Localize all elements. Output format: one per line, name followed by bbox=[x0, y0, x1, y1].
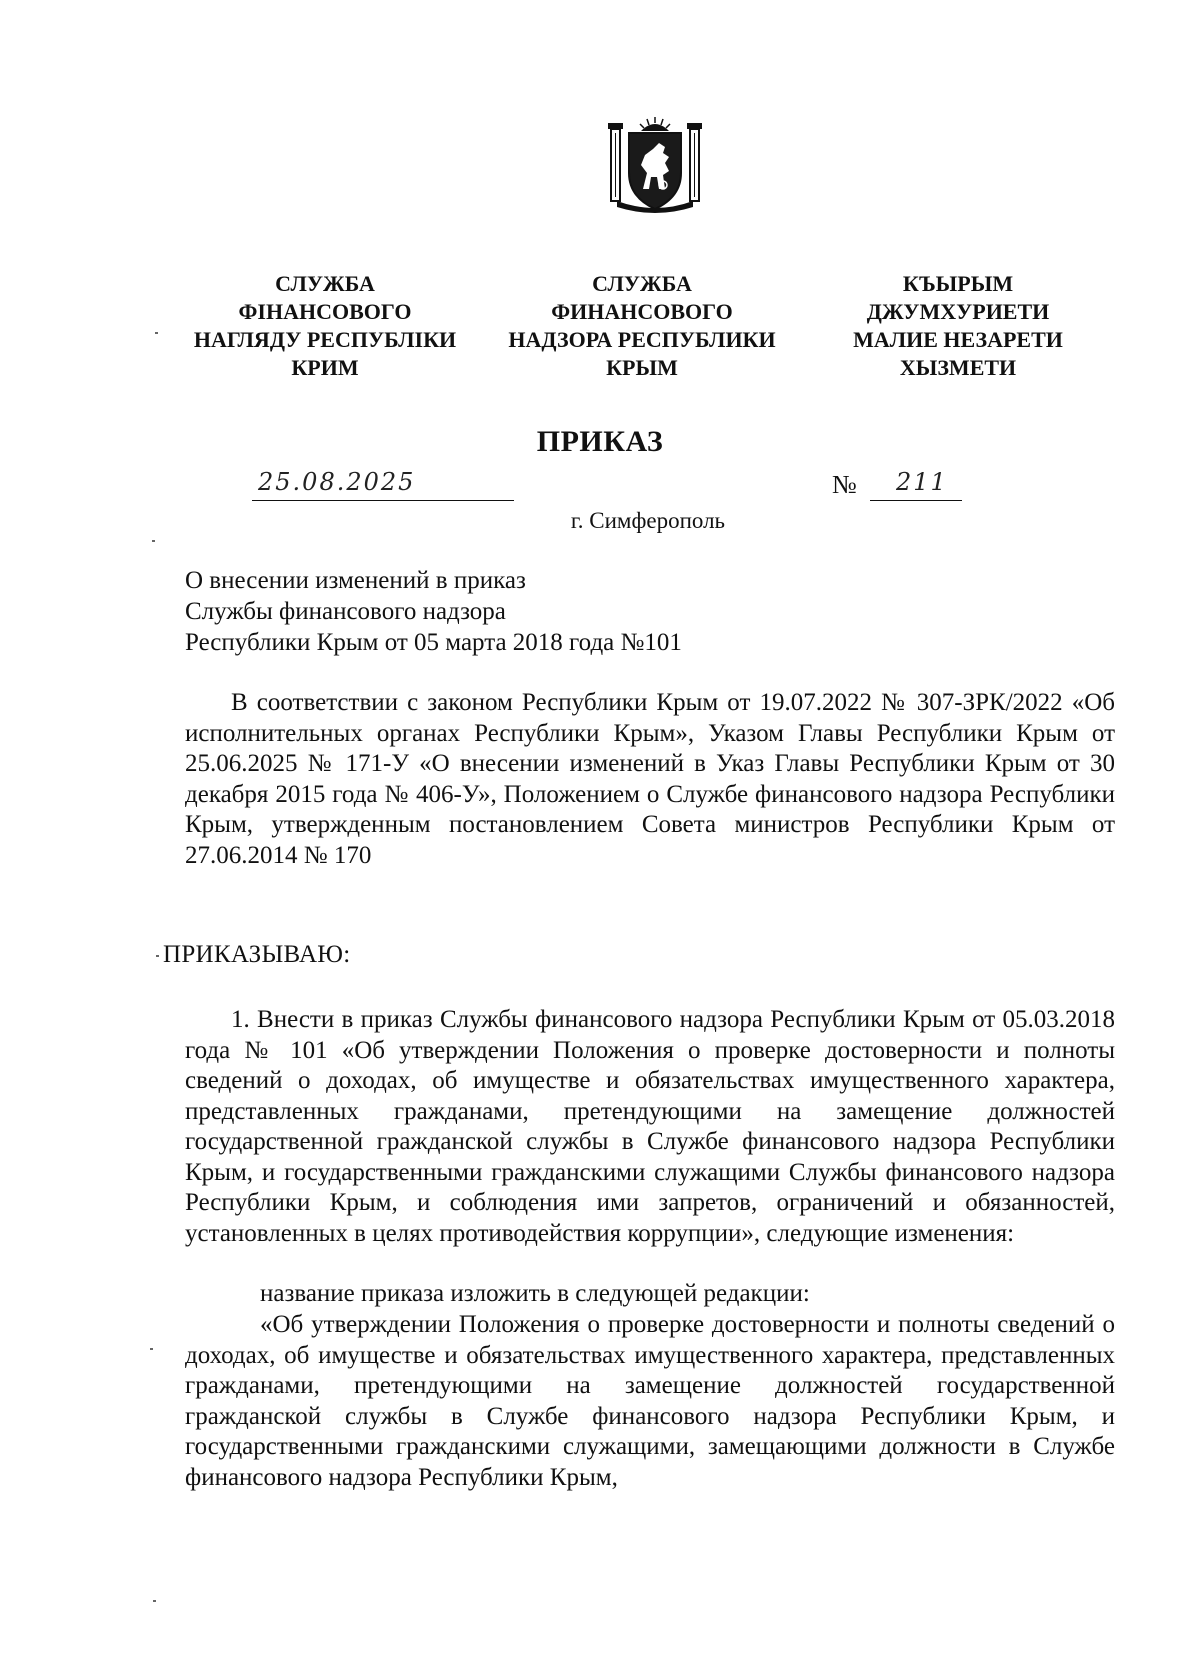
handwritten-number: 211 bbox=[896, 468, 948, 496]
item-1-quote-paragraph: «Об утверждении Положения о проверке достоверности и полноты сведений о доходах, об имуществе и обязательствах имущественного характера, представленных гражданами, претендующими на замещение должностей государственной гражданской службы в Службе финансового надзора Республики Крым, и государственными гражданскими служащими, замещающими должности в Службе финансового надзора Республики Крым, bbox=[185, 1311, 1115, 1491]
header-line: СЛУЖБА bbox=[275, 271, 375, 296]
header-russian bbox=[492, 270, 792, 382]
date-field bbox=[252, 466, 514, 501]
preamble-paragraph: В соответствии с законом Республики Крым от 19.07.2022 № 307-ЗРК/2022 «Об исполнительных органах Республики Крым», Указом Главы Республики Крым от 25.06.2025 № 171-У «О внесении изменений в Указ Главы Республики Крым от 30 декабря 2015 года № 406-У», Положением о Службе финансового надзора Республики Крым, утвержденным постановлением Совета министров Республики Крым от 27.06.2014 № 170 bbox=[185, 689, 1115, 869]
header-line: МАЛИЕ НЕЗАРЕТИ bbox=[853, 327, 1063, 352]
document-title: ПРИКАЗ bbox=[536, 425, 664, 458]
number-sign: № bbox=[832, 470, 857, 499]
subject-line: Службы финансового надзора bbox=[185, 598, 506, 625]
scan-speck bbox=[152, 540, 155, 542]
header-line: НАДЗОРА РЕСПУБЛИКИ bbox=[508, 327, 776, 352]
subject-line: О внесении изменений в приказ bbox=[185, 567, 526, 594]
header-line: ФІНАНСОВОГО bbox=[238, 299, 412, 324]
scan-speck bbox=[150, 1348, 153, 1350]
item-1-sub-paragraph: название приказа изложить в следующей редакции: bbox=[260, 1280, 810, 1307]
number-field bbox=[870, 466, 962, 501]
scan-speck bbox=[156, 955, 159, 957]
item-1-paragraph: 1. Внести в приказ Службы финансового надзора Республики Крым от 05.03.2018 года № 101 «Об утверждении Положения о проверке достоверности и полноты сведений о доходах, об имуществе и обязательствах имущественного характера, представленных гражданами, претендующими на замещение должностей государственной гражданской службы в Службе финансового надзора Республики Крым, и государственными гражданскими служащими Службы финансового надзора Республики Крым, и соблюдения ими запретов, ограничений и обязанностей, установленных в целях противодействия коррупции», следующие изменения: bbox=[185, 1006, 1115, 1247]
header-crimean-tatar bbox=[808, 270, 1108, 382]
crimea-coat-of-arms-icon bbox=[607, 115, 703, 215]
header-ukrainian bbox=[175, 270, 475, 382]
header-line: ФИНАНСОВОГО bbox=[551, 299, 733, 324]
header-line: КРИМ bbox=[291, 355, 359, 380]
scan-speck bbox=[155, 332, 158, 334]
header-line: КЪЫРЫМ bbox=[902, 271, 1014, 296]
handwritten-date: 25.08.2025 bbox=[258, 468, 416, 496]
header-line: НАГЛЯДУ РЕСПУБЛІКИ bbox=[193, 327, 457, 352]
order-number bbox=[832, 466, 962, 500]
subject-line: Республики Крым от 05 марта 2018 года №101 bbox=[185, 629, 682, 656]
scan-speck bbox=[153, 1600, 156, 1602]
header-line: СЛУЖБА bbox=[592, 271, 692, 296]
order-word: ПРИКАЗЫВАЮ: bbox=[163, 941, 351, 968]
header-line: ХЫЗМЕТИ bbox=[899, 355, 1017, 380]
order-subject bbox=[185, 565, 682, 658]
city-line: г. Симферополь bbox=[570, 508, 726, 533]
header-line: КРЫМ bbox=[606, 355, 678, 380]
header-line: ДЖУМХУРИЕТИ bbox=[866, 299, 1050, 324]
